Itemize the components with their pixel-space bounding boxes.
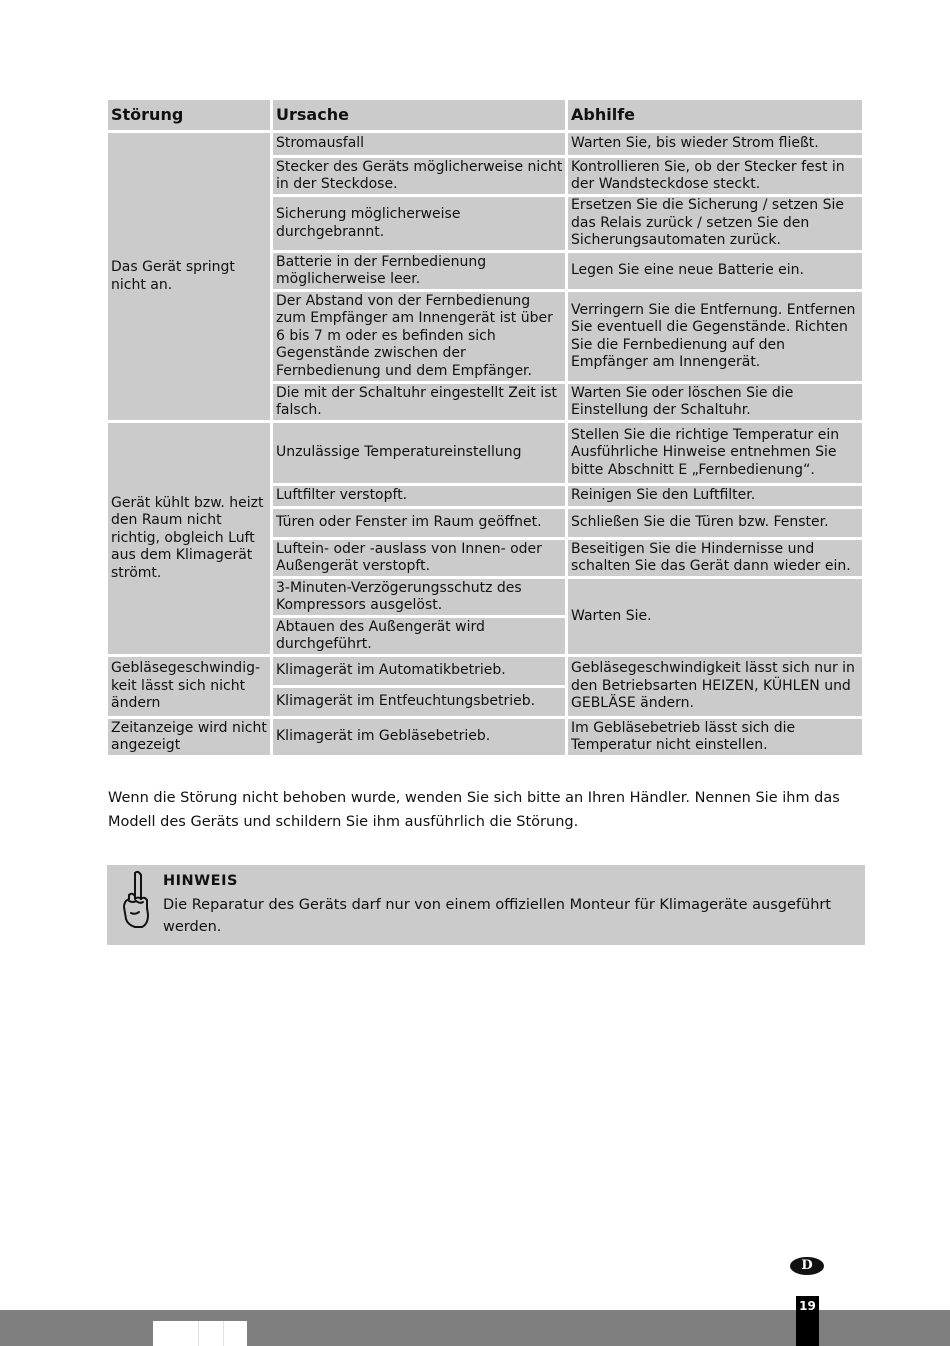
- contact-dealer-paragraph: Wenn die Störung nicht behoben wurde, wenden Sie sich bitte an Ihren Händler. Nennen Sie ihm das Modell des Geräts und schildern Sie ihm ausführlich die Störung.: [108, 790, 840, 830]
- troubleshooting-table: [105, 97, 865, 758]
- note-title: HINWEIS: [163, 873, 238, 889]
- fault-cell: Das Gerät springt nicht an.: [108, 133, 270, 420]
- cause-cell: Der Abstand von der Fernbedienung zum Empfänger am Innengerät ist über 6 bis 7 m oder es befinden sich Gegenstände zwischen der Fernbedienung und dem Empfänger.: [273, 292, 565, 381]
- remedy-cell: Schließen Sie die Türen bzw. Fenster.: [568, 509, 862, 537]
- remedy-cell: Im Gebläsebetrieb lässt sich die Temperatur nicht einstellen.: [568, 719, 862, 755]
- remedy-cell: Warten Sie.: [568, 579, 862, 654]
- remedy-cell: Legen Sie eine neue Batterie ein.: [568, 253, 862, 289]
- remedy-cell: Gebläsegeschwindigkeit lässt sich nur in den Betriebsarten HEIZEN, KÜHLEN und GEBLÄSE ändern.: [568, 657, 862, 716]
- fault-cell: Gebläsegeschwindig-keit lässt sich nicht ändern: [108, 657, 270, 716]
- header-abhilfe: Abhilfe: [568, 100, 862, 130]
- remedy-cell: Verringern Sie die Entfernung. Entfernen Sie eventuell die Gegenstände. Richten Sie die Fernbedienung auf den Empfänger am Innengerät.: [568, 292, 862, 381]
- note-text: Die Reparatur des Geräts darf nur von einem offiziellen Monteur für Klimageräte ausgeführt werden.: [163, 897, 832, 935]
- cause-cell: Klimagerät im Automatikbetrieb.: [273, 657, 565, 685]
- cause-cell: Die mit der Schaltuhr eingestellt Zeit ist falsch.: [273, 384, 565, 420]
- table-row: [108, 657, 862, 685]
- page-number: 19: [796, 1296, 819, 1346]
- cause-cell: Luftfilter verstopft.: [273, 486, 565, 506]
- header-ursache: Ursache: [273, 100, 565, 130]
- remedy-cell: Kontrollieren Sie, ob der Stecker fest in der Wandsteckdose steckt.: [568, 158, 862, 194]
- table-header-row: [108, 100, 862, 130]
- cause-cell: Sicherung möglicherweise durchgebrannt.: [273, 197, 565, 250]
- remedy-cell: Warten Sie oder löschen Sie die Einstellung der Schaltuhr.: [568, 384, 862, 420]
- cause-cell: Türen oder Fenster im Raum geöffnet.: [273, 509, 565, 537]
- table-row: [108, 719, 862, 755]
- remedy-cell: Stellen Sie die richtige Temperatur ein Ausführliche Hinweise entnehmen Sie bitte Abschnitt E „Fernbedienung“.: [568, 423, 862, 483]
- cause-cell: Stromausfall: [273, 133, 565, 155]
- cause-cell: Klimagerät im Entfeuchtungsbetrieb.: [273, 688, 565, 716]
- cause-cell: Luftein- oder -auslass von Innen- oder Außengerät verstopft.: [273, 540, 565, 576]
- cause-cell: Unzulässige Temperatureinstellung: [273, 423, 565, 483]
- remedy-cell: Warten Sie, bis wieder Strom fließt.: [568, 133, 862, 155]
- pointing-hand-icon: [115, 869, 155, 931]
- cause-cell: Stecker des Geräts möglicherweise nicht in der Steckdose.: [273, 158, 565, 194]
- remedy-cell: Ersetzen Sie die Sicherung / setzen Sie das Relais zurück / setzen Sie den Sicherungsautomaten zurück.: [568, 197, 862, 250]
- language-badge: D: [790, 1257, 824, 1275]
- header-stoerung: Störung: [108, 100, 270, 130]
- note-box: [107, 865, 865, 945]
- cause-cell: Abtauen des Außengerät wird durchgeführt.: [273, 618, 565, 654]
- cause-cell: Batterie in der Fernbedienung möglicherweise leer.: [273, 253, 565, 289]
- cause-cell: Klimagerät im Gebläsebetrieb.: [273, 719, 565, 755]
- table-row: [108, 133, 862, 155]
- cause-cell: 3-Minuten-Verzögerungsschutz des Kompressors ausgelöst.: [273, 579, 565, 615]
- fault-cell: Zeitanzeige wird nicht angezeigt: [108, 719, 270, 755]
- footer-blank-box: [153, 1321, 247, 1346]
- remedy-cell: Reinigen Sie den Luftfilter.: [568, 486, 862, 506]
- remedy-cell: Beseitigen Sie die Hindernisse und schalten Sie das Gerät dann wieder ein.: [568, 540, 862, 576]
- fault-cell: Gerät kühlt bzw. heizt den Raum nicht richtig, obgleich Luft aus dem Klimagerät strömt.: [108, 423, 270, 654]
- table-row: [108, 423, 862, 483]
